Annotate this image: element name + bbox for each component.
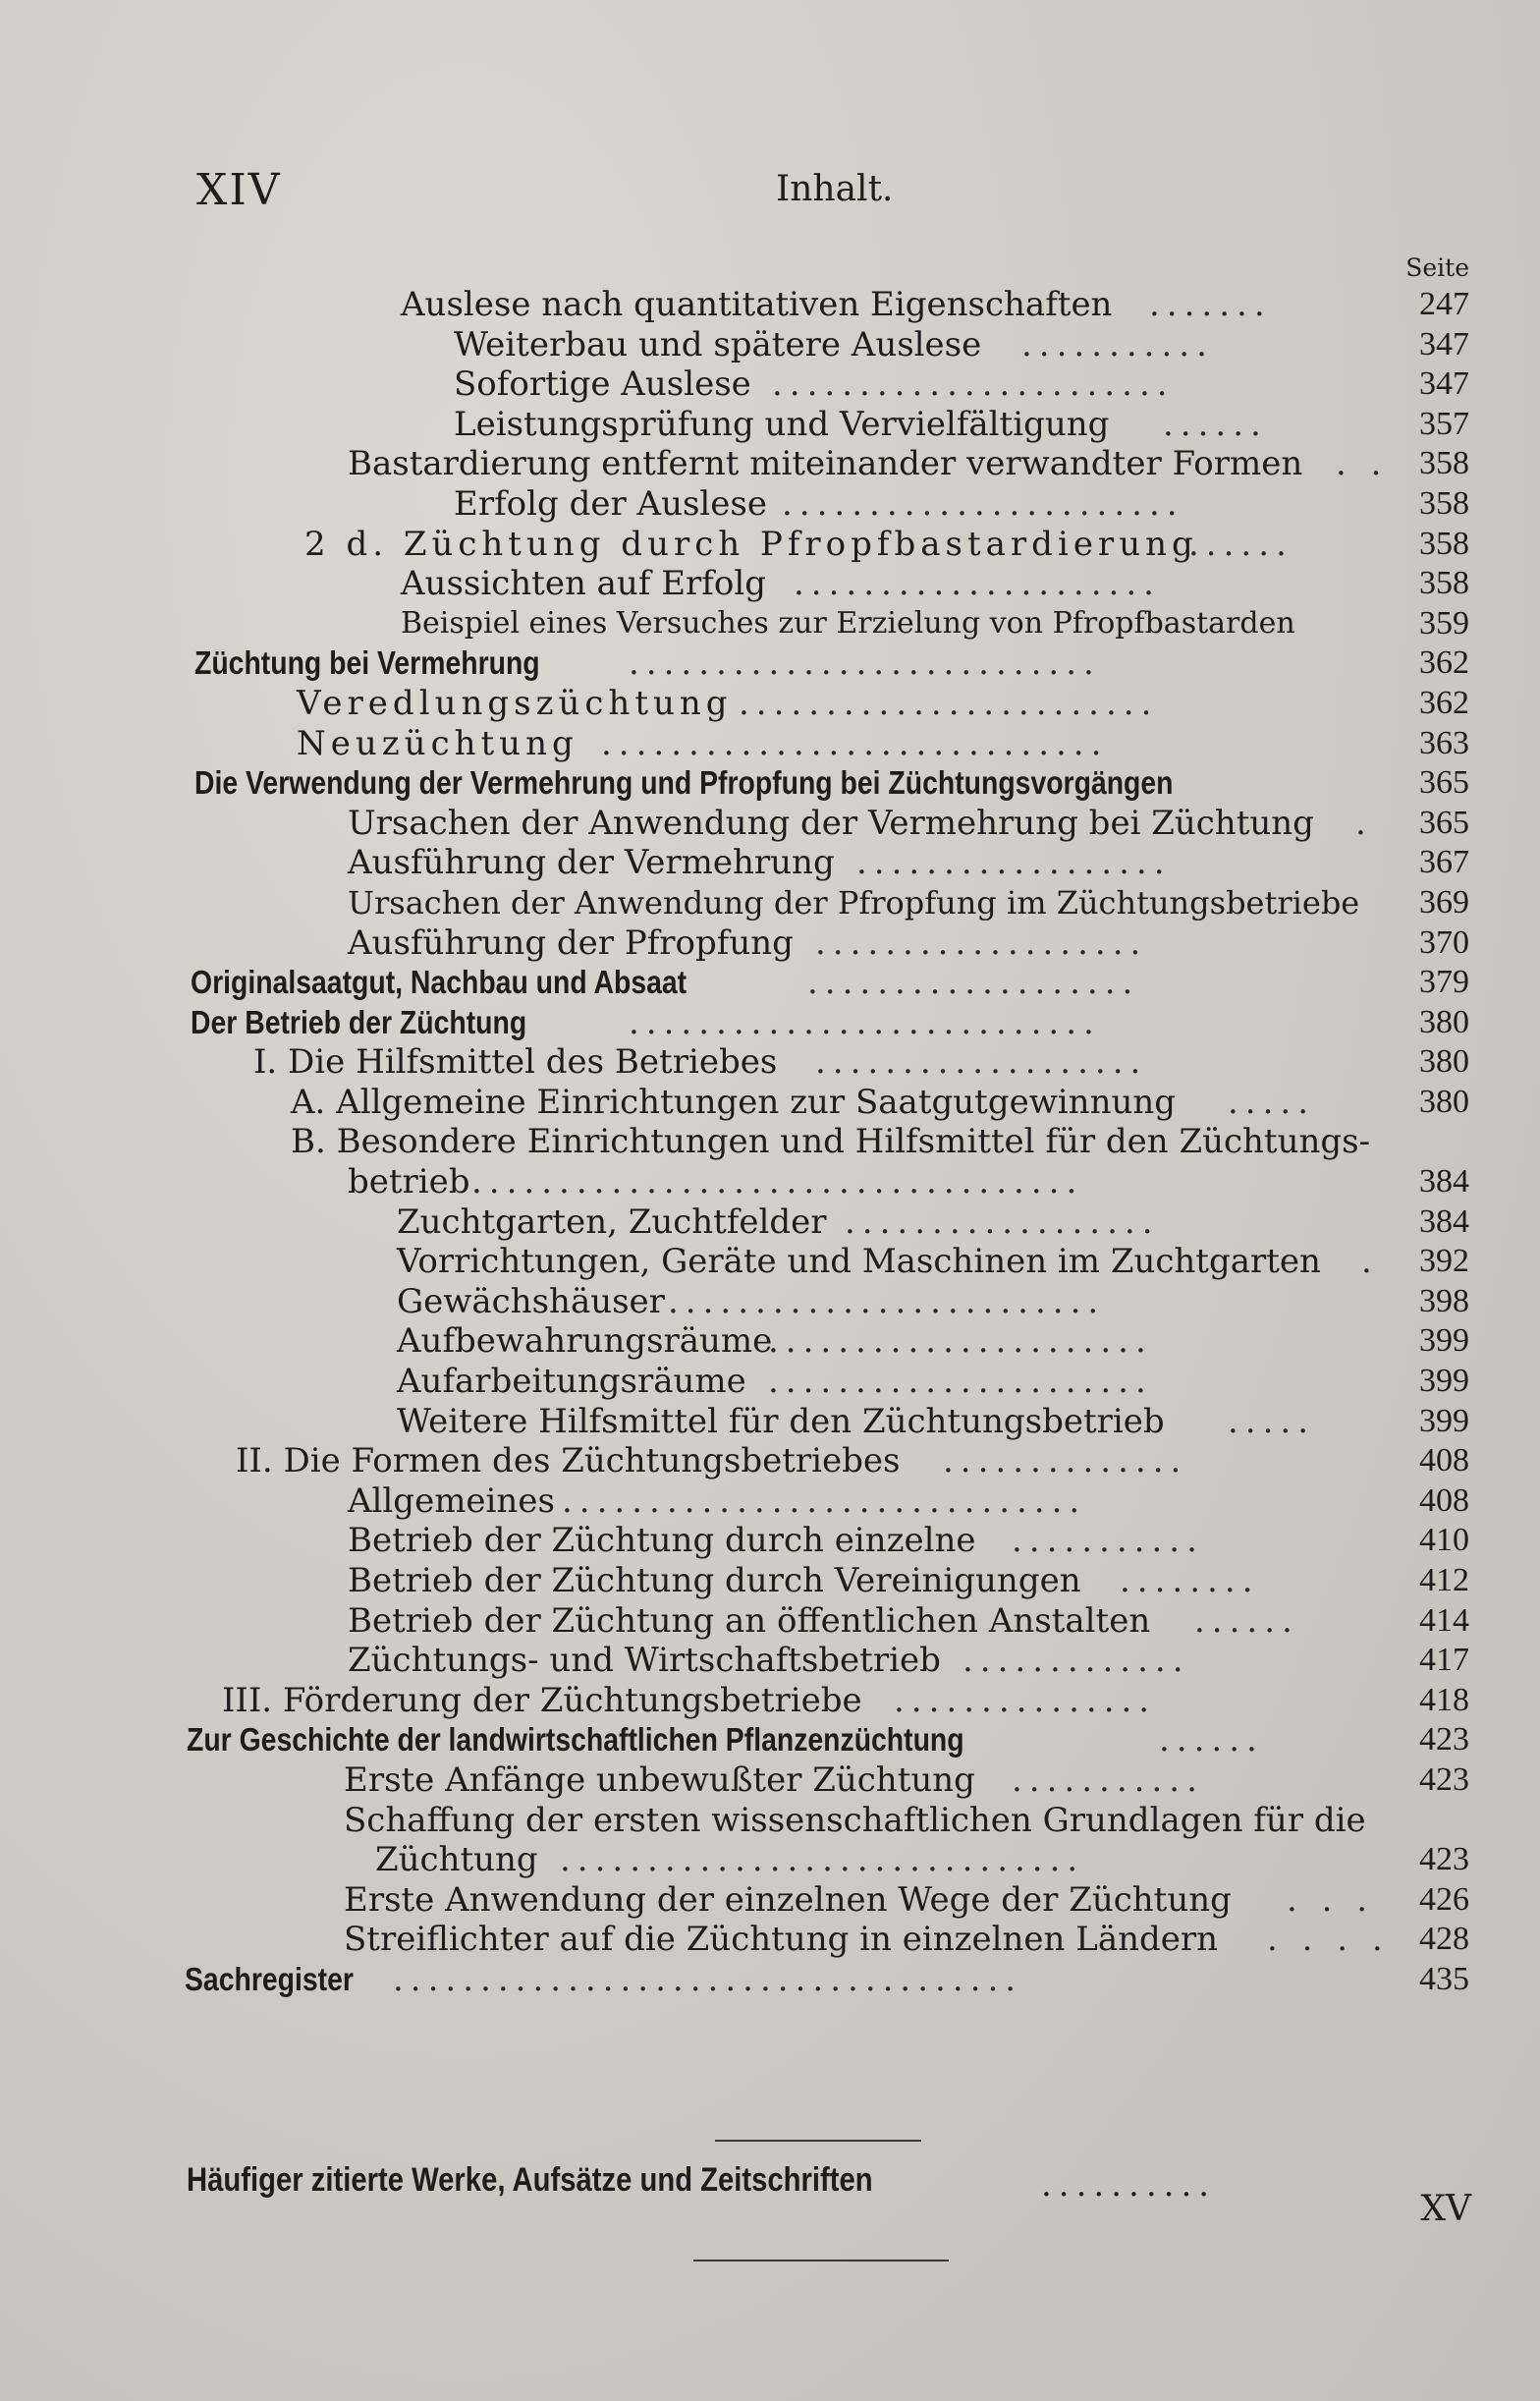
toc-entry-label: Sofortige Auslese bbox=[454, 364, 751, 405]
toc-entry-label: Weitere Hilfsmittel für den Züchtungsbetrieb bbox=[397, 1401, 1165, 1441]
toc-entry-label: Auslese nach quantitativen Eigenschaften bbox=[401, 285, 1113, 324]
leader-dots: ................... bbox=[815, 922, 1148, 963]
toc-entry-page: 358 bbox=[1419, 525, 1469, 562]
toc-entry bbox=[0, 1003, 1540, 1043]
leader-dots: . . bbox=[1336, 444, 1389, 484]
toc-entry bbox=[0, 1441, 1540, 1481]
toc-entry-page: 417 bbox=[1419, 1642, 1469, 1679]
toc-entry-page: 379 bbox=[1419, 964, 1469, 1001]
toc-entry-label: Allgemeines bbox=[348, 1480, 555, 1521]
leader-dots: ................................... bbox=[471, 1162, 1084, 1202]
toc-entry-label: 2 d. Züchtung durch Pfropfbastardierung bbox=[304, 524, 1198, 564]
leader-dots: ........... bbox=[1021, 324, 1214, 364]
toc-entry bbox=[0, 444, 1540, 484]
toc-entry-page: 380 bbox=[1419, 1043, 1469, 1081]
toc-entry bbox=[0, 1760, 1540, 1801]
toc-entry-label: Neuzüchtung bbox=[297, 723, 578, 763]
leader-dots: ............................. bbox=[601, 723, 1109, 763]
toc-entry-page: 418 bbox=[1419, 1681, 1469, 1718]
page-column-label: Seite bbox=[1405, 253, 1469, 282]
leader-dots: ...................... bbox=[768, 1362, 1153, 1402]
toc-entry-label: Erfolg der Auslese bbox=[454, 483, 767, 524]
leader-dots: ....................... bbox=[772, 364, 1175, 405]
toc-entry-label: Betrieb der Züchtung durch Vereinigungen bbox=[348, 1561, 1081, 1600]
leader-dots: ........ bbox=[1120, 1561, 1260, 1600]
toc-entry bbox=[0, 525, 1540, 565]
toc-entry-page: 365 bbox=[1419, 764, 1469, 802]
toc-entry-page: 399 bbox=[1419, 1402, 1469, 1439]
toc-entry bbox=[0, 1282, 1540, 1322]
toc-entry-page: 347 bbox=[1419, 325, 1469, 363]
leader-dots: ...... bbox=[1159, 1720, 1264, 1760]
toc-entry-label: Die Verwendung der Vermehrung und Pfropfung bei Züchtungsvorgängen bbox=[194, 764, 1174, 802]
toc-entry bbox=[0, 883, 1540, 923]
toc-entry-label: B. Besondere Einrichtungen und Hilfsmittel für den Züchtungs- bbox=[291, 1122, 1371, 1162]
leader-dots: ........... bbox=[1012, 1759, 1204, 1800]
running-title: Inhalt. bbox=[776, 169, 894, 209]
toc-entry-label: Betrieb der Züchtung durch einzelne bbox=[348, 1521, 976, 1561]
toc-entry-page: 399 bbox=[1419, 1322, 1469, 1360]
toc-entry-page: 408 bbox=[1419, 1442, 1469, 1480]
toc-entry-label: Aussichten auf Erfolg bbox=[401, 564, 766, 604]
leader-dots: ..................... bbox=[794, 564, 1161, 604]
toc-entry-label: Erste Anfänge unbewußter Züchtung bbox=[344, 1759, 975, 1800]
toc-entry-label: Vorrichtungen, Geräte und Maschinen im Zuchtgarten bbox=[397, 1242, 1321, 1282]
toc-entry bbox=[0, 405, 1540, 445]
toc-entry bbox=[0, 1321, 1540, 1362]
toc-entry-page: 358 bbox=[1419, 445, 1469, 482]
toc-entry-page: 362 bbox=[1419, 644, 1469, 682]
toc-entry-page: 408 bbox=[1419, 1481, 1469, 1519]
toc-entry-page: 423 bbox=[1419, 1841, 1469, 1878]
toc-entry-label: Beispiel eines Versuches zur Erzielung von Pfropfbastarden bbox=[401, 605, 1295, 641]
toc-entry-label: Züchtung bbox=[375, 1840, 538, 1880]
toc-entry-label: III. Förderung der Züchtungsbetriebe bbox=[222, 1680, 862, 1720]
toc-entry bbox=[0, 1840, 1540, 1880]
leader-dots: .................. bbox=[856, 843, 1172, 883]
toc-entry-page: 426 bbox=[1419, 1880, 1469, 1918]
toc-entry-label: Züchtung bei Vermehrung bbox=[194, 644, 540, 682]
toc-entry-label: Gewächshäuser bbox=[397, 1281, 665, 1321]
toc-entry-page: 363 bbox=[1419, 724, 1469, 761]
toc-entry bbox=[0, 1561, 1540, 1601]
toc-entry bbox=[0, 1362, 1540, 1402]
leader-dots: ................... bbox=[815, 1042, 1148, 1083]
leader-dots: ......................... bbox=[668, 1281, 1106, 1321]
toc-entry bbox=[0, 325, 1540, 365]
toc-entry-label: Ursachen der Anwendung der Pfropfung im Züchtungsbetriebe bbox=[348, 883, 1360, 921]
leader-dots: ....................... bbox=[782, 483, 1184, 524]
toc-entry-page: 428 bbox=[1419, 1921, 1469, 1958]
divider-rule bbox=[693, 2260, 949, 2261]
toc-entry bbox=[0, 1242, 1540, 1282]
toc-entry-page: 362 bbox=[1419, 684, 1469, 721]
toc-entry bbox=[0, 1083, 1540, 1123]
toc-entry-page: 414 bbox=[1419, 1601, 1469, 1639]
toc-entry bbox=[0, 843, 1540, 883]
toc-entry-page: 399 bbox=[1419, 1363, 1469, 1400]
leader-dots: . . . bbox=[1287, 1879, 1375, 1920]
toc-entry-page: 435 bbox=[1419, 1960, 1469, 1997]
toc-entry-page: 347 bbox=[1419, 365, 1469, 403]
toc-entry bbox=[0, 923, 1540, 964]
toc-entry bbox=[0, 564, 1540, 604]
leader-dots: ...... bbox=[1163, 404, 1268, 444]
toc-entry bbox=[0, 643, 1540, 684]
toc-entry-label: Ursachen der Anwendung der Vermehrung bei Züchtung bbox=[348, 803, 1314, 843]
toc-entry bbox=[0, 724, 1540, 764]
toc-entry bbox=[0, 684, 1540, 724]
toc-entry bbox=[0, 1042, 1540, 1083]
toc-entry-label: Ausführung der Vermehrung bbox=[348, 843, 835, 883]
leader-dots: ...... bbox=[1194, 1600, 1299, 1641]
leader-dots: . . . . bbox=[1267, 1920, 1390, 1960]
toc-entry-label: Ausführung der Pfropfung bbox=[348, 922, 794, 963]
toc-entry bbox=[0, 1960, 1540, 2000]
leader-dots: ..... bbox=[1228, 1082, 1316, 1122]
toc-entry-label: Sachregister bbox=[185, 1960, 354, 1997]
leader-dots: ........................... bbox=[629, 643, 1101, 684]
leader-dots: ................... bbox=[807, 963, 1140, 1003]
toc-entry-label: Bastardierung entfernt miteinander verwandter Formen bbox=[348, 444, 1303, 484]
toc-entry bbox=[0, 1162, 1540, 1202]
toc-entry-page: 392 bbox=[1419, 1243, 1469, 1280]
toc-entry-label: I. Die Hilfsmittel des Betriebes bbox=[253, 1042, 778, 1083]
toc-final-entry-label: Häufiger zitierte Werke, Aufsätze und Zeitschriften bbox=[187, 2161, 873, 2199]
toc-entry bbox=[0, 484, 1540, 525]
toc-entry bbox=[0, 1122, 1540, 1162]
toc-entry bbox=[0, 1521, 1540, 1561]
toc-entry-page: 380 bbox=[1419, 1003, 1469, 1040]
toc-entry bbox=[0, 1880, 1540, 1921]
toc-entry-page: 384 bbox=[1419, 1202, 1469, 1240]
toc-entry-page: 398 bbox=[1419, 1282, 1469, 1319]
leader-dots: .............................. bbox=[560, 1840, 1085, 1880]
toc-entry-page: 380 bbox=[1419, 1083, 1469, 1120]
toc-entry-page: 358 bbox=[1419, 484, 1469, 522]
leader-dots: .............. bbox=[943, 1441, 1188, 1481]
toc-entry-page: 423 bbox=[1419, 1760, 1469, 1798]
toc-entry bbox=[0, 1681, 1540, 1721]
leader-dots: . bbox=[1361, 1242, 1379, 1282]
toc-entry bbox=[0, 1801, 1540, 1841]
toc-entry-label: Veredlungszüchtung bbox=[297, 683, 733, 723]
leader-dots: ...................... bbox=[768, 1321, 1153, 1362]
toc-entry-page: 247 bbox=[1419, 286, 1469, 322]
leader-dots: ...... bbox=[1188, 524, 1293, 564]
toc-entry bbox=[0, 364, 1540, 405]
toc-entry-label: Schaffung der ersten wissenschaftlichen Grundlagen für die bbox=[344, 1800, 1366, 1840]
toc-entry-label: Originalsaatgut, Nachbau und Absaat bbox=[191, 964, 688, 1001]
toc-entry-page: 423 bbox=[1419, 1721, 1469, 1759]
page-number: XIV bbox=[196, 165, 282, 215]
toc-entry-page: 369 bbox=[1419, 883, 1469, 921]
toc-entry-page: 357 bbox=[1419, 405, 1469, 442]
toc-final-entry-page: XV bbox=[1420, 2189, 1471, 2229]
toc-entry bbox=[0, 285, 1540, 325]
toc-entry bbox=[0, 763, 1540, 804]
leader-dots: .................................... bbox=[393, 1959, 1023, 1999]
leader-dots: .................. bbox=[845, 1201, 1160, 1242]
toc-entry-label: Streiflichter auf die Züchtung in einzelnen Ländern bbox=[344, 1920, 1219, 1960]
toc-entry bbox=[0, 1481, 1540, 1522]
toc-entry-page: 359 bbox=[1419, 604, 1469, 642]
toc-entry-page: 358 bbox=[1419, 565, 1469, 602]
divider-rule bbox=[715, 2140, 921, 2142]
toc-entry-label: Erste Anwendung der einzelnen Wege der Züchtung bbox=[344, 1879, 1232, 1920]
toc-entry-label: Weiterbau und spätere Auslese bbox=[454, 324, 982, 364]
toc-entry-page: 412 bbox=[1419, 1562, 1469, 1598]
toc-entry bbox=[0, 1920, 1540, 1960]
toc-entry-label: A. Allgemeine Einrichtungen zur Saatgutgewinnung bbox=[291, 1082, 1177, 1122]
toc-entry-label: Aufbewahrungsräume bbox=[397, 1321, 773, 1362]
toc-entry-page: 365 bbox=[1419, 804, 1469, 841]
leader-dots: ........................ bbox=[739, 683, 1159, 723]
toc-entry-label: Betrieb der Züchtung an öffentlichen Anstalten bbox=[348, 1600, 1151, 1641]
toc-entry-label: Zur Geschichte der landwirtschaftlichen Pflanzenzüchtung bbox=[187, 1721, 964, 1759]
leader-dots: .............................. bbox=[562, 1480, 1087, 1521]
toc-entry bbox=[0, 1720, 1540, 1760]
leader-dots: . bbox=[1355, 803, 1373, 843]
toc-entry-label: betrieb bbox=[348, 1162, 470, 1202]
leader-dots: ..... bbox=[1228, 1401, 1316, 1441]
toc-entry-label: II. Die Formen des Züchtungsbetriebes bbox=[236, 1441, 901, 1481]
toc-entry-label: Leistungsprüfung und Vervielfältigung bbox=[454, 404, 1110, 444]
toc-entry-label: Aufarbeitungsräume bbox=[397, 1362, 746, 1402]
toc-entry-label: Zuchtgarten, Zuchtfelder bbox=[397, 1201, 827, 1242]
toc-entry-label: Der Betrieb der Züchtung bbox=[191, 1003, 527, 1040]
toc-entry bbox=[0, 1402, 1540, 1442]
leader-dots: ............... bbox=[894, 1680, 1157, 1720]
toc-entry bbox=[0, 963, 1540, 1003]
leader-dots: ....... bbox=[1149, 285, 1272, 324]
toc-entry bbox=[0, 1601, 1540, 1642]
toc-entry-page: 367 bbox=[1419, 844, 1469, 881]
leader-dots: .......... bbox=[1041, 2165, 1217, 2205]
toc-entry bbox=[0, 1641, 1540, 1681]
toc-entry-page: 384 bbox=[1419, 1163, 1469, 1200]
toc-entry-page: 370 bbox=[1419, 923, 1469, 961]
table-of-contents bbox=[0, 285, 1540, 2000]
toc-entry bbox=[0, 804, 1540, 844]
toc-entry bbox=[0, 604, 1540, 644]
leader-dots: ........... bbox=[1012, 1521, 1204, 1561]
toc-entry bbox=[0, 1202, 1540, 1243]
toc-entry-page: 410 bbox=[1419, 1522, 1469, 1559]
toc-entry-label: Züchtungs- und Wirtschaftsbetrieb bbox=[348, 1641, 941, 1681]
leader-dots: ........................... bbox=[629, 1002, 1101, 1042]
leader-dots: ............. bbox=[962, 1641, 1190, 1681]
